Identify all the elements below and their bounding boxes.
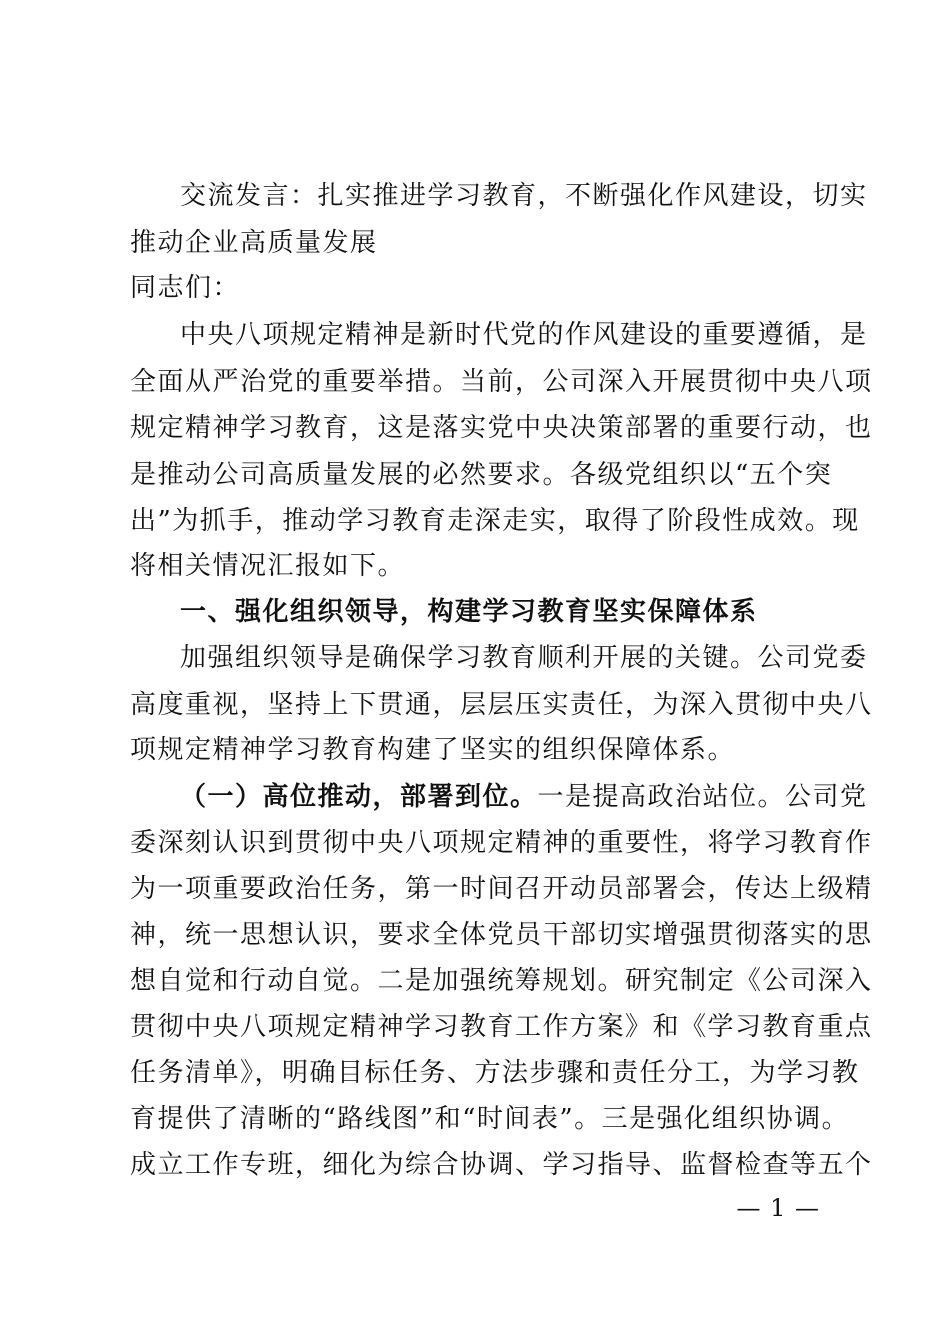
paragraph-line: 规定精神学习教育，这是落实党中央决策部署的重要行动，也 xyxy=(130,413,873,443)
paragraph-line: 项规定精神学习教育构建了坚实的组织保障体系。 xyxy=(130,735,736,765)
paragraph-line: 育提供了清晰的“路线图”和“时间表”。三是强化组织协调。 xyxy=(130,1104,850,1134)
paragraph-line: 出”为抓手，推动学习教育走深走实，取得了阶段性成效。现 xyxy=(130,506,860,536)
paragraph-line: 将相关情况汇报如下。 xyxy=(130,551,406,581)
paragraph-line: 神，统一思想认识，要求全体党员干部切实增强贯彻落实的思 xyxy=(130,920,873,950)
title-line: 交流发言：扎实推进学习教育，不断强化作风建设，切实 xyxy=(180,181,868,211)
paragraph-line: 是推动公司高质量发展的必然要求。各级党组织以“五个突 xyxy=(130,460,833,490)
paragraph-line: 高度重视，坚持上下贯通，层层压实责任，为深入贯彻中央八 xyxy=(130,690,873,720)
title-line: 推动企业高质量发展 xyxy=(130,228,378,258)
paragraph-line: 任务清单》，明确目标任务、方法步骤和责任分工，为学习教 xyxy=(130,1058,860,1088)
paragraph-line: 想自觉和行动自觉。二是加强统筹规划。研究制定《公司深入 xyxy=(130,966,873,996)
paragraph-line: 中央八项规定精神是新时代党的作风建设的重要遵循，是 xyxy=(180,320,868,350)
paragraph-line: 全面从严治党的重要举措。当前，公司深入开展贯彻中央八项 xyxy=(130,367,873,397)
paragraph-line xyxy=(180,782,868,812)
paragraph-line: 委深刻认识到贯彻中央八项规定精神的重要性，将学习教育作 xyxy=(130,828,873,858)
salutation: 同志们： xyxy=(130,273,241,303)
subsection-text: 一是提高政治站位。公司党 xyxy=(537,782,868,812)
paragraph-line: 贯彻中央八项规定精神学习教育工作方案》和《学习教育重点 xyxy=(130,1012,873,1042)
subsection-heading: （一）高位推动，部署到位。 xyxy=(180,782,538,812)
page-number: — 1 — xyxy=(736,1194,820,1222)
section-heading: 一、强化组织领导，构建学习教育坚实保障体系 xyxy=(180,597,758,627)
paragraph-line: 加强组织领导是确保学习教育顺利开展的关键。公司党委 xyxy=(180,643,868,673)
paragraph-line: 成立工作专班，细化为综合协调、学习指导、监督检查等五个 xyxy=(130,1150,873,1180)
paragraph-line: 为一项重要政治任务，第一时间召开动员部署会，传达上级精 xyxy=(130,874,873,904)
